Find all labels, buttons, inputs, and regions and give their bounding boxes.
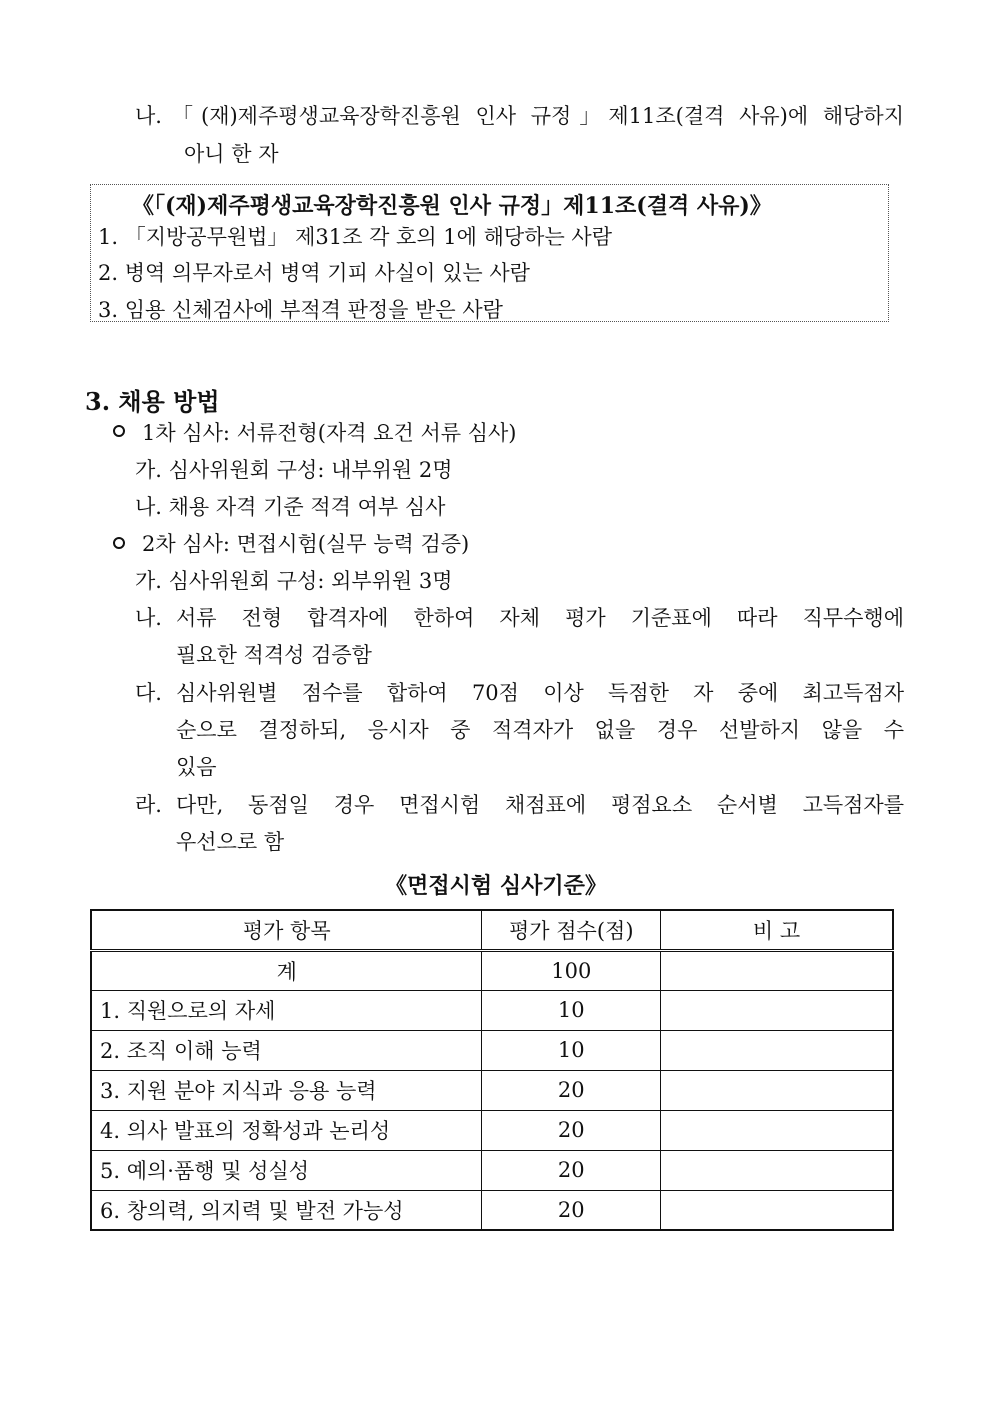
stage2-title: 2차 심사: 면접시험(실무 능력 검증) [142, 532, 470, 556]
bullet-circle-icon [113, 537, 125, 549]
section-heading: 3. 채용 방법 [85, 387, 220, 416]
criteria-table [90, 909, 894, 1231]
score-cell: 100 [482, 950, 661, 990]
stage2-item-ra-line2: 우선으로 함 [176, 830, 285, 854]
top-item-line2: 아니 한 자 [184, 142, 279, 166]
header-cell: 평가 항목 [91, 910, 482, 950]
stage2-item-da-line1: 심사위원별 점수를 합하여 70점 이상 득점한 자 중에 최고득점자 [176, 681, 904, 705]
stage1-item: 가. 심사위원회 구성: 내부위원 2명 [135, 458, 453, 482]
stage2-item-na-line2: 필요한 적격성 검증함 [176, 643, 372, 667]
table-row [91, 1190, 893, 1230]
table-row [91, 1110, 893, 1150]
box-item: 3. 임용 신체검사에 부적격 판정을 받은 사람 [98, 298, 503, 322]
table-title: 《면접시험 심사기준》 [385, 873, 607, 899]
stage1-title: 1차 심사: 서류전형(자격 요건 서류 심사) [142, 421, 517, 445]
item-cell: 4. 의사 발표의 정확성과 논리성 [91, 1110, 482, 1150]
stage2-item-na-line1: 서류 전형 합격자에 한하여 자체 평가 기준표에 따라 직무수행에 [176, 606, 904, 630]
score-cell: 20 [482, 1070, 661, 1110]
note-cell [661, 1070, 893, 1110]
item-cell: 2. 조직 이해 능력 [91, 1030, 482, 1070]
top-item-line1: 「(재)제주평생교육장학진흥원 인사 규정」제11조(결격 사유)에 해당하지 [172, 104, 904, 128]
score-cell: 20 [482, 1190, 661, 1230]
score-cell: 20 [482, 1110, 661, 1150]
score-cell: 10 [482, 990, 661, 1030]
item-marker: 라. [135, 793, 162, 817]
note-cell [661, 950, 893, 990]
table-row [91, 1030, 893, 1070]
note-cell [661, 1190, 893, 1230]
table-row [91, 1150, 893, 1190]
box-title: 《「(재)제주평생교육장학진흥원 인사 규정」제11조(결격 사유)》 [132, 193, 772, 219]
score-cell: 10 [482, 1030, 661, 1070]
item-marker: 다. [135, 681, 162, 705]
header-cell: 평가 점수(점) [482, 910, 661, 950]
note-cell [661, 1110, 893, 1150]
note-cell [661, 1150, 893, 1190]
stage1-item: 나. 채용 자격 기준 적격 여부 심사 [135, 495, 446, 519]
item-marker: 나. [135, 104, 162, 128]
table-row [91, 990, 893, 1030]
table-row [91, 1070, 893, 1110]
note-cell [661, 1030, 893, 1070]
stage2-item-ra-line1: 다만, 동점일 경우 면접시험 채점표에 평점요소 순서별 고득점자를 [176, 793, 904, 817]
item-cell: 6. 창의력, 의지력 및 발전 가능성 [91, 1190, 482, 1230]
box-item: 1. 「지방공무원법」 제31조 각 호의 1에 해당하는 사람 [98, 225, 612, 249]
item-cell: 계 [91, 950, 482, 990]
stage2-item-ga: 가. 심사위원회 구성: 외부위원 3명 [135, 569, 453, 593]
box-item: 2. 병역 의무자로서 병역 기피 사실이 있는 사람 [98, 261, 530, 285]
header-cell: 비 고 [661, 910, 893, 950]
item-cell: 5. 예의·품행 및 성실성 [91, 1150, 482, 1190]
stage2-item-da-line2: 순으로 결정하되, 응시자 중 적격자가 없을 경우 선발하지 않을 수 [176, 718, 904, 742]
bullet-circle-icon [113, 425, 125, 437]
table-header-row [91, 910, 893, 950]
item-marker: 나. [135, 606, 162, 630]
note-cell [661, 990, 893, 1030]
table-row [91, 950, 893, 990]
item-cell: 3. 지원 분야 지식과 응용 능력 [91, 1070, 482, 1110]
stage2-item-da-line3: 있음 [176, 755, 217, 779]
score-cell: 20 [482, 1150, 661, 1190]
item-cell: 1. 직원으로의 자세 [91, 990, 482, 1030]
